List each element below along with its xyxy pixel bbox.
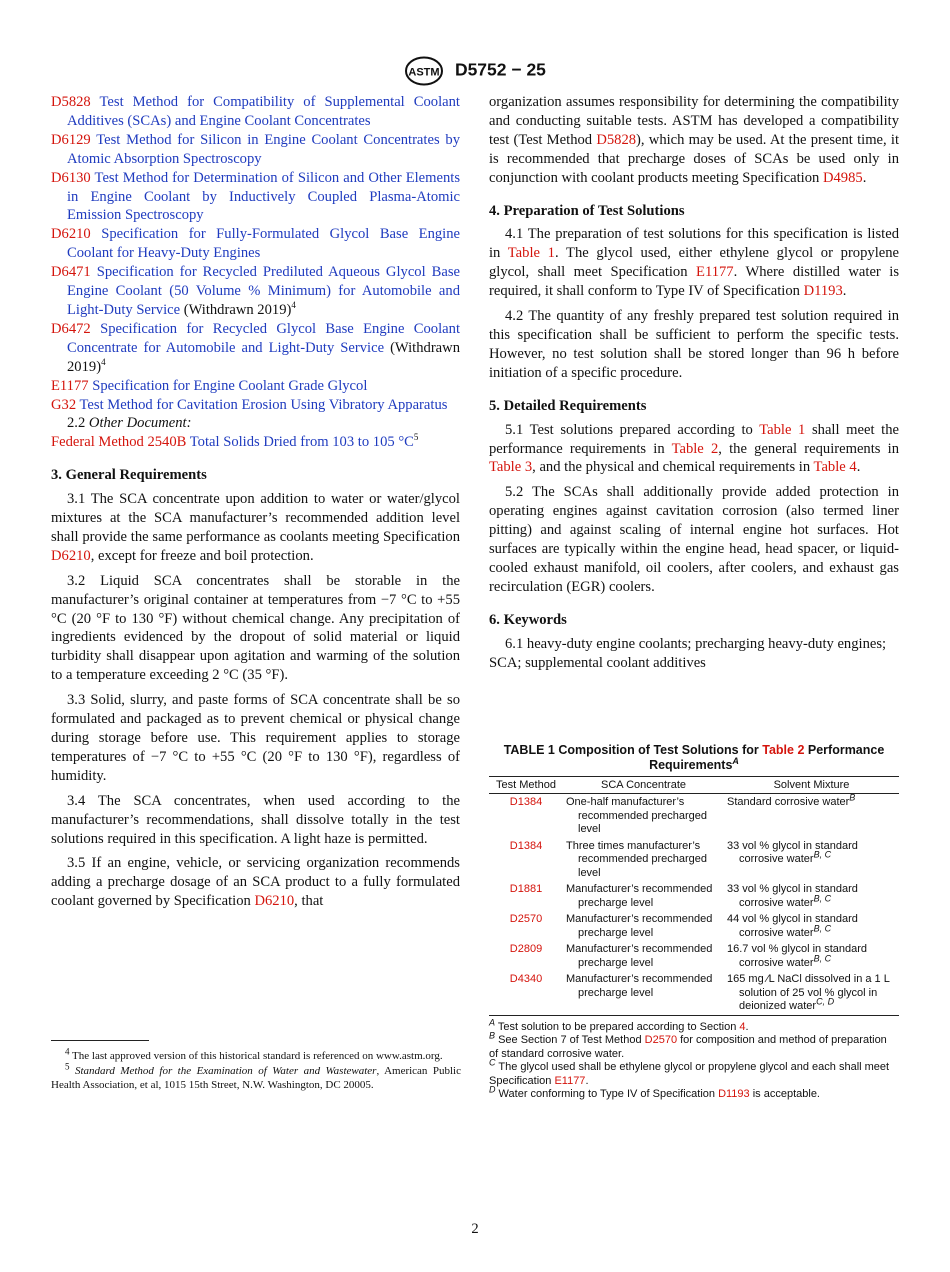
column-header: Solvent Mixture [724, 777, 899, 794]
reference-code: Federal Method 2540B [51, 434, 187, 451]
test-method-link[interactable]: D1881 [509, 883, 543, 895]
withdrawn-note: (Withdrawn 2019) [180, 301, 292, 318]
inline-link[interactable]: Table 3 [489, 459, 533, 476]
reference-code: D5828 [51, 94, 91, 110]
inline-link[interactable]: Table 2 [762, 743, 805, 757]
solvent-cell: 33 vol % glycol in standard corrosive water$^{B, C}$ [727, 839, 858, 865]
inline-link[interactable]: Table 1 [759, 421, 806, 438]
sca-cell: Manufacturer’s recommended precharge level [566, 913, 713, 939]
sca-cell: Three times manufacturer’s recommended precharged level [566, 839, 708, 879]
table-row [489, 794, 899, 838]
table-1 [489, 743, 899, 1102]
reference-code: D6472 [51, 320, 91, 337]
reference-title: Specification for Fully-Formulated Glycol Base Engine Coolant for Heavy-Duty Engines [67, 226, 460, 262]
table-caption: TABLE 1 Composition of Test Solutions for Table 2 Performance Requirements$^A$ [503, 743, 885, 772]
footnote-divider [51, 1040, 149, 1041]
table-row [489, 911, 899, 941]
footnote-ref: 4 [101, 356, 106, 367]
inline-link[interactable]: Table 1 [507, 245, 555, 262]
paragraph-3-2: 3.2 Liquid SCA concentrates shall be storable in the manufacturer’s original container at temperatures from −7 °C to +55 °C (20 °F to 130 °F) without chemical change. Any precipitation of ingredients evidenced by the dropout of solid material or liquid turbidity shall disappear upon agitation and warming of the solution to a temperature exceeding 2 °C (35 °F). [51, 572, 460, 684]
section-heading: 3. General Requirements [51, 467, 207, 484]
footnote-4: $^4$ The last approved version of this historical standard is referenced on www.astm.org. [65, 1046, 443, 1062]
solvent-cell: 165 mg ⁄L NaCl dissolved in a 1 L solution of 25 vol % glycol in deionized water$^{C, D}$ [727, 973, 890, 1012]
inline-link[interactable]: E1177 [696, 264, 734, 281]
table-header-row [489, 777, 899, 794]
reference-title: Total Solids Dried from 103 to 105 °C [189, 434, 414, 451]
astm-logo-icon [404, 56, 444, 86]
reference-title: Specification for Recycled Glycol Base Engine Coolant Concentrate for Automobile and Light-Duty Service [67, 320, 460, 356]
other-document-label: 2.2 Other Document: [67, 415, 192, 432]
solvent-cell: 16.7 vol % glycol in standard corrosive water$^{B, C}$ [727, 943, 868, 969]
inline-link[interactable]: D6210 [51, 547, 91, 564]
inline-link[interactable]: D5828 [596, 131, 637, 148]
reference-item[interactable] [51, 93, 460, 131]
reference-title: Test Method for Compatibility of Supplemental Coolant Additives (SCAs) and Engine Coolant Concentrates [67, 94, 460, 129]
inline-link[interactable]: Table 4 [813, 459, 857, 476]
footnotes [51, 1046, 461, 1093]
test-method-link[interactable]: D4340 [489, 971, 563, 1015]
sca-cell: Manufacturer’s recommended precharge level [566, 943, 713, 969]
inline-link[interactable]: Table 2 [671, 440, 719, 457]
reference-item[interactable] [51, 131, 460, 169]
test-method-link[interactable]: D2809 [509, 943, 543, 955]
sca-cell: Manufacturer’s recommended precharge level [566, 883, 713, 909]
reference-item[interactable] [51, 169, 460, 226]
reference-code: G32 [51, 396, 77, 413]
reference-list [51, 93, 460, 414]
logo-text: ASTM [408, 66, 440, 79]
table-row [489, 881, 899, 911]
reference-title: Specification for Recycled Prediluted Aqueous Glycol Base Engine Coolant (50 Volume % Minimum) for Automobile and Light-Duty Service [67, 264, 460, 318]
page-number: 2 [471, 1221, 479, 1237]
inline-link[interactable]: D2570 [644, 1034, 678, 1046]
inline-link[interactable]: 4 [739, 1020, 746, 1033]
reference-title: Test Method for Determination of Silicon and Other Elements in Engine Coolant by Inductively Coupled Plasma-Atomic Emission Spectroscopy [67, 169, 460, 224]
table-notes [489, 1016, 899, 1102]
table-row [489, 971, 899, 1015]
solvent-cell: Standard corrosive water$^B$ [727, 792, 856, 808]
column-header: SCA Concentrate [563, 777, 724, 794]
paragraph-4-2: 4.2 The quantity of any freshly prepared test solution required in this specification shall be sufficient to perform the specific tests. However, no test solution shall be stored longer than 96 h before initiation of a specific procedure. [489, 308, 899, 381]
composition-table [489, 776, 899, 1016]
test-method-link[interactable]: D2570 [509, 913, 543, 925]
paragraph-5-2: 5.2 The SCAs shall additionally provide added protection in operating engines against cavitation corrosion (also termed liner pitting) and against scaling of internal engine hot surfaces. Hot surfaces are typically within the engine head, head spacer, or liquid-cooled exhaust manifold, oil coolers, after coolers, and exhaust gas recirculation (EGR) coolers. [489, 484, 899, 595]
sca-cell: One-half manufacturer’s recommended precharged level [566, 796, 708, 835]
paragraph-3-5-continued: organization assumes responsibility for determining the compatibility and conducting suitable tests. ASTM has developed a compatibility test (Test Method D5828), which may be used. At the present time, it is recommended that precharge doses of SCAs be used only in conjunction with coolant products meeting Specification D4985. [489, 94, 900, 186]
inline-link[interactable]: E1177 [554, 1074, 586, 1087]
reference-code: D6210 [51, 226, 91, 243]
withdrawn-note: (Withdrawn 2019) [67, 339, 460, 375]
section-heading: 6. Keywords [489, 611, 567, 628]
reference-code: D6130 [51, 169, 91, 186]
inline-link[interactable]: D4985 [822, 169, 863, 186]
table-note: $^A$ Test solution to be prepared according to Section 4. [489, 1016, 749, 1033]
reference-item[interactable] [51, 377, 460, 396]
designation: D5752 − 25 [454, 59, 546, 80]
section-heading: 5. Detailed Requirements [489, 397, 647, 414]
reference-item[interactable] [51, 320, 460, 377]
paragraph-3-4: 3.4 The SCA concentrates, when used according to the manufacturer’s recommendations, shall dissolve totally in the test solutions required in this specification. A light haze is permitted. [51, 792, 460, 847]
reference-code: D6129 [51, 131, 91, 148]
reference-code: D6471 [51, 264, 91, 281]
footnote-ref: 4 [291, 300, 296, 311]
test-method-link[interactable]: D1384 [509, 796, 543, 808]
table-note: $^C$ The glycol used shall be ethylene glycol or propylene glycol and each shall meet Specification E1177. [489, 1057, 890, 1087]
table-note: $^B$ See Section 7 of Test Method D2570 for composition and method of preparation of standard corrosive water. [489, 1030, 887, 1060]
solvent-cell: 33 vol % glycol in standard corrosive water$^{B, C}$ [727, 883, 858, 909]
paragraph-4-1: 4.1 The preparation of test solutions for this specification is listed in Table 1. The glycol used, either ethylene glycol or propylene glycol, shall meet Specification E1177. Where distilled water is required, it shall conform to Type IV of Specification D1193. [489, 226, 900, 300]
paragraph-6-1: 6.1 heavy-duty engine coolants; precharging heavy-duty engines; SCA; supplemental coolant additives [489, 635, 887, 671]
reference-title: Test Method for Cavitation Erosion Using Vibratory Apparatus [79, 396, 448, 413]
right-column [489, 93, 899, 678]
reference-item[interactable] [51, 225, 460, 263]
reference-title: Specification for Engine Coolant Grade Glycol [92, 377, 368, 394]
paragraph-5-1: 5.1 Test solutions prepared according to Table 1 shall meet the performance requirements in Table 2, the general requirements in Table 3, and the physical and chemical requirements in Table 4. [489, 421, 899, 476]
reference-item[interactable] [51, 263, 460, 320]
solvent-cell: 44 vol % glycol in standard corrosive water$^{B, C}$ [727, 913, 858, 939]
page-header [0, 56, 950, 86]
paragraph-3-3: 3.3 Solid, slurry, and paste forms of SCA concentrate shall be so formulated and packaged as to prevent chemical or physical change during storage before use. This requirement applies to storage temperatures of −7 °C to +55 °C (20 °F to 130 °F), regardless of humidity. [51, 692, 460, 784]
inline-link[interactable]: D1193 [803, 283, 843, 300]
paragraph-3-5: 3.5 If an engine, vehicle, or servicing organization recommends adding a precharge dosage of an SCA product to a fully formulated coolant governed by Specification D6210, that [51, 855, 460, 910]
footnote-ref: 5 [413, 432, 419, 443]
inline-link[interactable]: D1193 [718, 1088, 750, 1100]
test-method-link[interactable]: D1384 [509, 839, 543, 852]
reference-item[interactable] [51, 433, 460, 452]
paragraph-3-1: 3.1 The SCA concentrate upon addition to water or water/glycol mixtures at the SCA manufacturer’s recommended addition level shall provide the same performance as coolants meeting Specification D6210, except for freeze and boil protection. [51, 491, 460, 564]
table-note: $^D$ Water conforming to Type IV of Specification D1193 is acceptable. [489, 1084, 820, 1100]
sca-cell: Manufacturer’s recommended precharge level [566, 973, 713, 999]
footnote-5: $^5$ Standard Method for the Examination of Water and Wastewater, American Public Health Association, et al, 1015 15th Street, N.W. Washington, DC 20005. [51, 1060, 461, 1091]
left-column [51, 93, 460, 917]
reference-code: E1177 [51, 377, 89, 394]
section-heading: 4. Preparation of Test Solutions [489, 202, 685, 219]
table-row [489, 838, 899, 882]
reference-item[interactable] [51, 396, 460, 415]
inline-link[interactable]: D6210 [254, 893, 295, 910]
column-header: Test Method [489, 777, 563, 794]
table-row [489, 941, 899, 971]
reference-title: Test Method for Silicon in Engine Coolant Concentrates by Atomic Absorption Spectroscopy [67, 131, 460, 167]
